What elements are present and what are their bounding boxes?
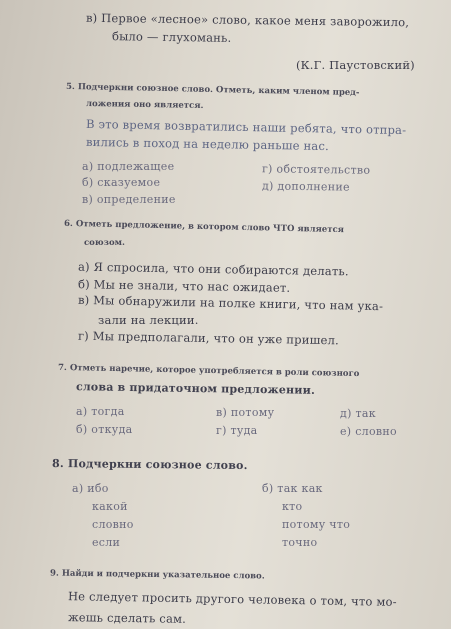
q8-title: 8. Подчеркни союзное слово. [51, 456, 248, 473]
q5-text-line-2: вились в поход на неделю раньше нас. [85, 134, 330, 154]
intro-author: (К.Г. Паустовский) [296, 58, 415, 72]
q7-option-f[interactable]: е) словно [340, 425, 397, 438]
q9-title: 9. Найди и подчеркни указательное слово. [49, 568, 265, 582]
q7-option-b[interactable]: б) откуда [76, 423, 133, 436]
q6-option-c[interactable]: в) Мы обнаружили на полке книги, что нам ука- [77, 292, 384, 314]
q8-word-b-3[interactable]: потому что [282, 518, 351, 531]
q7-option-a[interactable]: а) тогда [76, 405, 125, 418]
q5-option-a[interactable]: а) подлежащее [82, 160, 175, 173]
q9-text-line-2: жешь сделать сам. [67, 610, 187, 626]
q6-option-c-continuation: зали на лекции. [98, 313, 199, 327]
q5-option-c[interactable]: в) определение [82, 193, 176, 206]
q5-text-line-1: В это время возвратились наши ребята, что отпра- [85, 116, 407, 138]
q6-option-a[interactable]: а) Я спросила, что они собираются делать. [77, 259, 349, 279]
q9-text-line-1: Не следует просить другого человека о том, что мо- [67, 589, 397, 609]
intro-line-2: было — глухомань. [111, 29, 232, 45]
q7-option-d[interactable]: г) туда [216, 424, 258, 437]
q5-option-d[interactable]: г) обстоятельство [261, 162, 371, 177]
intro-line-1: в) Первое «лесное» слово, какое меня заворожило, [85, 10, 410, 30]
q7-option-c[interactable]: в) потому [216, 406, 275, 419]
q6-title-line-2: союзом. [84, 238, 125, 248]
q6-option-b[interactable]: б) Мы не знали, что нас ожидает. [77, 277, 291, 295]
q8-word-b-4[interactable]: точно [282, 536, 318, 549]
q5-option-b[interactable]: б) сказуемое [82, 176, 161, 189]
q5-title-line-1: 5. Подчеркни союзное слово. Отметь, каким членом пред- [65, 81, 360, 99]
q6-option-d[interactable]: г) Мы предполагали, что он уже пришел. [77, 328, 340, 348]
q7-title-line-2: слова в придаточном предложении. [75, 380, 316, 397]
q8-word-b-2[interactable]: кто [282, 500, 303, 513]
q8-word-a-3[interactable]: словно [92, 518, 134, 531]
q8-word-a-2[interactable]: какой [92, 500, 128, 513]
q7-title-line-1: 7. Отметь наречие, которое употребляется в роли союзного [57, 362, 360, 380]
q8-option-b[interactable]: б) так как [262, 482, 323, 495]
q5-option-e[interactable]: д) дополнение [261, 179, 350, 194]
q5-title-line-2: ложения оно является. [85, 98, 204, 112]
q6-title-line-1: 6. Отметь предложение, в котором слово ЧТО является [63, 218, 345, 236]
q8-option-a[interactable]: а) ибо [72, 482, 109, 495]
q8-word-a-4[interactable]: если [92, 536, 121, 549]
q7-option-e[interactable]: д) так [340, 407, 376, 420]
